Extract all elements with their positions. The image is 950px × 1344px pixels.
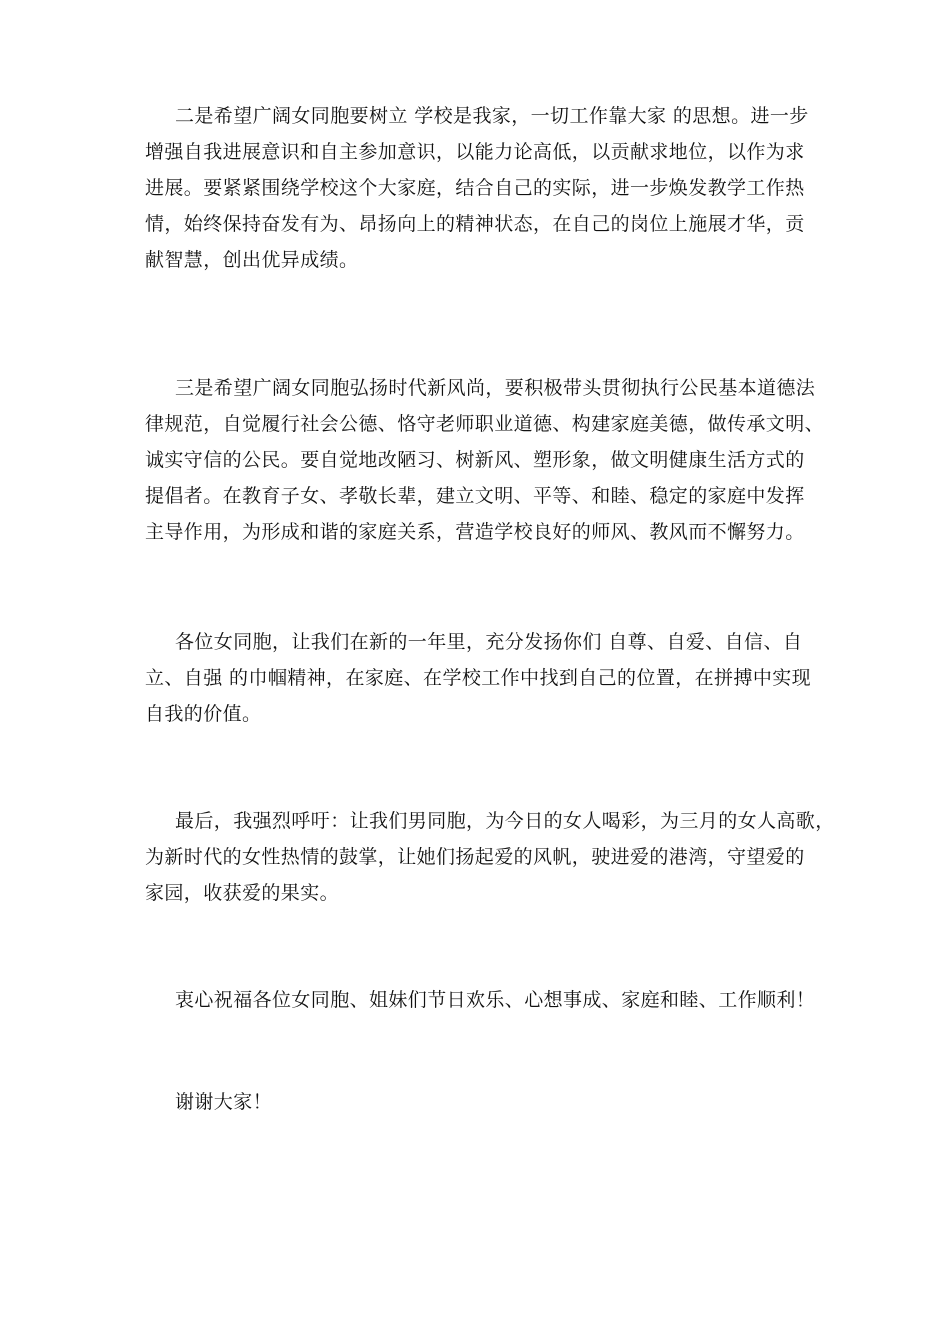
paragraph-finally	[145, 803, 835, 911]
paragraph-two	[145, 98, 815, 278]
paragraph-line: 进展。要紧紧围绕学校这个大家庭，结合自己的实际，进一步焕发教学工作热	[145, 177, 805, 199]
paragraph-line: 立、自强 的巾帼精神，在家庭、在学校工作中找到自己的位置，在拼搏中实现	[145, 667, 812, 689]
paragraph-women-address	[145, 624, 815, 732]
paragraph-line: 情，始终保持奋发有为、昂扬向上的精神状态，在自己的岗位上施展才华，贡	[145, 213, 805, 235]
paragraph-line: 家园，收获爱的果实。	[145, 882, 340, 904]
paragraph-line: 主导作用，为形成和谐的家庭关系，营造学校良好的师风、教风而不懈努力。	[145, 521, 805, 543]
paragraph-line: 谢谢大家！	[175, 1091, 273, 1113]
paragraph-blessing	[145, 982, 815, 1018]
paragraph-line: 献智慧，创出优异成绩。	[145, 249, 359, 271]
paragraph-line: 最后，我强烈呼吁：让我们男同胞，为今日的女人喝彩，为三月的女人高歌，	[175, 810, 835, 832]
paragraph-line: 诚实守信的公民。要自觉地改陋习、树新风、塑形象，做文明健康生活方式的	[145, 449, 805, 471]
paragraph-line: 二是希望广阔女同胞要树立 学校是我家，一切工作靠大家 的思想。进一步	[175, 105, 809, 127]
paragraph-three	[145, 370, 825, 550]
paragraph-thanks	[145, 1084, 815, 1120]
paragraph-line: 律规范，自觉履行社会公德、恪守老师职业道德、构建家庭美德，做传承文明、	[145, 413, 825, 435]
paragraph-line: 增强自我进展意识和自主参加意识，以能力论高低，以贡献求地位，以作为求	[145, 141, 805, 163]
paragraph-line: 各位女同胞，让我们在新的一年里，充分发扬你们 自尊、自爱、自信、自	[175, 631, 803, 653]
paragraph-line: 提倡者。在教育子女、孝敬长辈，建立文明、平等、和睦、稳定的家庭中发挥	[145, 485, 805, 507]
paragraph-line: 为新时代的女性热情的鼓掌，让她们扬起爱的风帆，驶进爱的港湾，守望爱的	[145, 846, 805, 868]
paragraph-line: 自我的价值。	[145, 703, 262, 725]
paragraph-line: 三是希望广阔女同胞弘扬时代新风尚，要积极带头贯彻执行公民基本道德法	[175, 377, 816, 399]
paragraph-line: 衷心祝福各位女同胞、姐妹们节日欢乐、心想事成、家庭和睦、工作顺利！	[175, 989, 816, 1011]
